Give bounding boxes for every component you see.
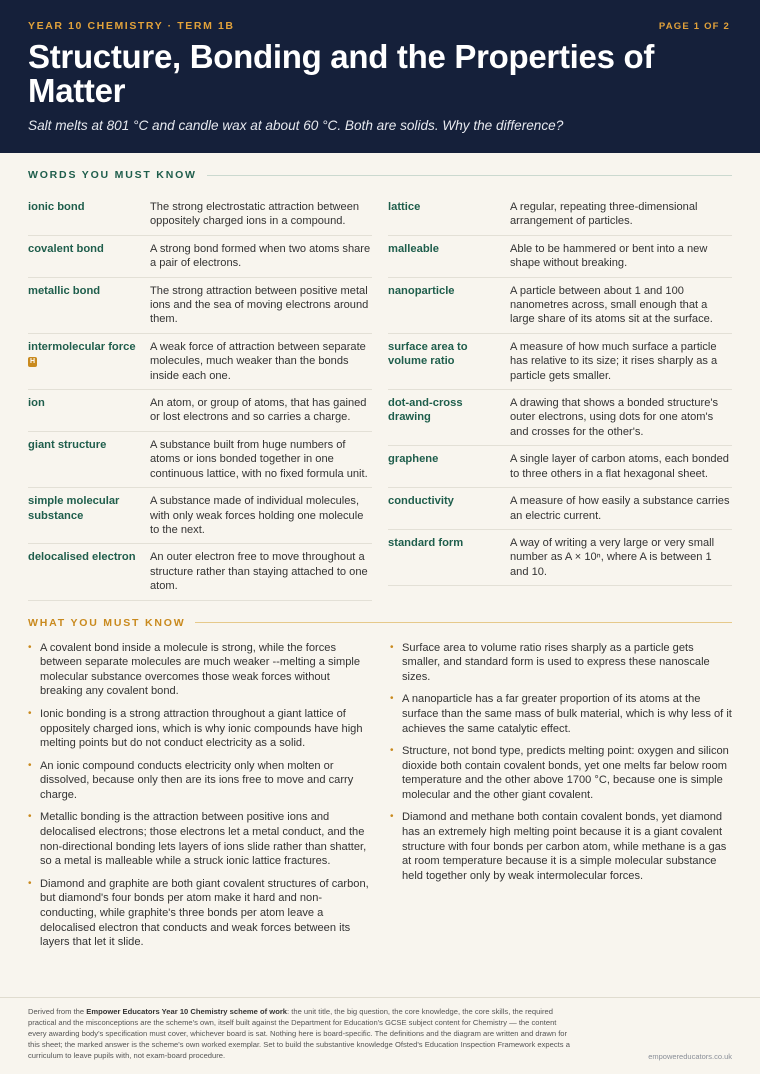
knowledge-point <box>390 744 732 802</box>
bullet-icon: • <box>390 693 394 705</box>
knowledge-text: A covalent bond inside a molecule is strong, while the forces between separate molecules are much weaker --melting a simple molecular substance overcomes those weak forces without breaking any covalent bond. <box>40 641 361 698</box>
bullet-icon: • <box>390 641 394 653</box>
glossary-term-text: standard form <box>388 536 464 549</box>
glossary-term-text: malleable <box>388 242 439 255</box>
glossary-column-left <box>28 194 372 601</box>
glossary-term <box>28 242 150 271</box>
knowledge-text: Diamond and methane both contain covalent bonds, yet diamond has an extremely high melting point because it is a giant covalent structure with four bonds per carbon atom, while methane is a gas at room temperature because it is a simple molecular substance held together only by weak intermolecular forces. <box>402 811 727 882</box>
bullet-icon: • <box>390 811 394 823</box>
glossary-row <box>388 446 732 488</box>
glossary-definition: A weak force of attraction between separate molecules, much weaker than the bonds inside each one. <box>150 340 366 382</box>
site-link[interactable]: empowereducators.co.uk <box>648 1052 732 1061</box>
footer <box>0 997 760 1074</box>
glossary-definition: A particle between about 1 and 100 nanometres across, small enough that a large share of its atoms sit at the surface. <box>510 284 713 326</box>
page-number: PAGE 1 OF 2 <box>658 21 730 32</box>
source-name: Empower Educators Year 10 Chemistry scheme of work <box>86 1007 288 1016</box>
glossary-definition: A substance made of individual molecules, with only weak forces holding one molecule to the next. <box>150 495 364 536</box>
glossary-term <box>28 438 150 481</box>
glossary-row <box>28 278 372 334</box>
knowledge-heading: WHAT YOU MUST KNOW <box>28 616 186 629</box>
bullet-icon: • <box>390 745 394 757</box>
heading-rule <box>207 175 732 176</box>
glossary-row <box>388 236 732 278</box>
knowledge-section <box>0 617 760 958</box>
knowledge-text: Structure, not bond type, predicts melting point: oxygen and silicon dioxide both contain covalent bonds, yet one melts far below room temperature and the other above 1700 °C, because one is simple molecular and the other giant covalent. <box>402 745 729 801</box>
knowledge-point <box>28 759 373 803</box>
knowledge-point <box>28 877 373 950</box>
glossary-definition: The strong electrostatic attraction between oppositely charged ions in a compound. <box>150 201 360 228</box>
glossary-definition: A strong bond formed when two atoms share a pair of electrons. <box>150 242 371 270</box>
glossary-term-text: delocalised electron <box>28 551 136 564</box>
glossary-row <box>388 530 732 586</box>
glossary-row <box>28 236 372 278</box>
glossary-row <box>28 544 372 600</box>
glossary-term-text: nanoparticle <box>388 284 455 297</box>
glossary-term-text: dot-and-cross drawing <box>388 397 463 424</box>
knowledge-column-right <box>390 641 732 958</box>
heading-rule <box>195 622 732 623</box>
glossary-definition: A way of writing a very large or very small number as A × 10ⁿ, where A is between 1 and 10. <box>510 536 715 578</box>
glossary-definition: A measure of how easily a substance carries an electric current. <box>510 495 730 522</box>
knowledge-point <box>28 641 373 699</box>
glossary-term-text: simple molecular substance <box>28 495 120 522</box>
knowledge-point <box>28 707 373 751</box>
glossary-row <box>28 390 372 432</box>
glossary-definition: An atom, or group of atoms, that has gained or lost electrons and so carries a charge. <box>150 397 367 424</box>
glossary-term-text: covalent bond <box>28 242 104 255</box>
page-header <box>0 0 760 153</box>
glossary-term <box>388 284 510 327</box>
big-question: Salt melts at 801 °C and candle wax at about 60 °C. Both are solids. Why the difference? <box>28 118 564 133</box>
knowledge-point <box>28 810 373 868</box>
glossary-term <box>28 550 150 593</box>
glossary-term <box>388 494 510 523</box>
glossary-term <box>388 340 510 383</box>
knowledge-heading-row <box>28 617 732 629</box>
glossary-term <box>388 452 510 481</box>
knowledge-text: Ionic bonding is a strong attraction throughout a giant lattice of oppositely charged ions, which is why ionic compounds have high melting points but do not conduct electricity as a solid. <box>40 707 363 750</box>
glossary-row <box>28 334 372 390</box>
glossary-term-text: surface area to volume ratio <box>388 340 468 368</box>
glossary-term-text: intermolecular force <box>28 340 136 353</box>
source-text: : the unit title, the big question, the core knowledge, the core skills, the required practical and the misconceptions are the scheme's own, itself built against the Department for Education's GCSE subject content for Chemistry — the content every awarding body's specification must cover, whichever board is sat. Nothing here is board-specific. The definitions and the diagram are written and drawn for this sheet; the marked answer is the scheme's own worked exemplar. Set to build the substantive knowledge Ofsted's Education Inspection Framework expects a curriculum to leave pupils with, not exam-board procedure. <box>28 1007 570 1060</box>
glossary-row <box>388 390 732 446</box>
glossary-definition: A measure of how much surface a particle has relative to its size; it rises sharply as a particle gets smaller. <box>510 340 718 382</box>
source-lead: Derived from the <box>28 1007 85 1016</box>
glossary-heading-row <box>28 169 732 181</box>
glossary-heading: WORDS YOU MUST KNOW <box>28 169 197 181</box>
source-note <box>28 1006 573 1061</box>
glossary-row <box>28 194 372 236</box>
knowledge-text: A nanoparticle has a far greater proportion of its atoms at the surface than the same mass of bulk material, which is why less of it achieves the same catalytic effect. <box>402 693 732 735</box>
glossary-row <box>28 488 372 544</box>
glossary-definition: A single layer of carbon atoms, each bonded to three others in a flat hexagonal sheet. <box>510 453 729 480</box>
course-kicker: YEAR 10 CHEMISTRY · TERM 1B <box>28 20 235 32</box>
glossary-grid <box>28 194 732 601</box>
bullet-icon: • <box>28 811 32 823</box>
glossary-definition: A drawing that shows a bonded structure's outer electrons, using dots for one atom's and crosses for the other's. <box>510 397 719 438</box>
knowledge-column-left <box>28 641 373 958</box>
bullet-icon: • <box>28 707 32 719</box>
knowledge-point <box>390 641 732 685</box>
glossary-term-text: ionic bond <box>28 201 85 213</box>
glossary-term <box>388 396 510 439</box>
bullet-icon: • <box>28 759 32 771</box>
glossary-term <box>388 242 510 271</box>
glossary-term-text: giant structure <box>28 438 107 451</box>
bullet-icon: • <box>28 877 32 889</box>
glossary-row <box>388 488 732 530</box>
knowledge-point <box>390 810 732 883</box>
glossary-term <box>28 284 150 327</box>
glossary-term-text: ion <box>28 397 45 410</box>
glossary-definition: A regular, repeating three-dimensional arrangement of particles. <box>510 201 698 228</box>
glossary-term <box>28 200 150 229</box>
glossary-term <box>388 200 510 229</box>
page-title: Structure, Bonding and the Properties of Matter <box>28 38 655 109</box>
glossary-term <box>28 340 150 383</box>
glossary-definition: A substance built from huge numbers of atoms or ions bonded together in one continuous lattice, with no fixed formula unit. <box>150 438 368 480</box>
knowledge-text: Diamond and graphite are both giant covalent structures of carbon, but diamond's four bonds per atom make it hard and non-conducting, while graphite's three bonds per atom leave a delocalised electron that conducts and weak forces between its layers that let it slide. <box>40 877 369 949</box>
glossary-row <box>28 432 372 488</box>
glossary-row <box>388 278 732 334</box>
glossary-term-text: lattice <box>388 201 421 213</box>
glossary-term-text: conductivity <box>388 495 454 508</box>
glossary-column-right <box>388 194 732 601</box>
glossary-definition: The strong attraction between positive metal ions and the sea of moving electrons around them. <box>150 284 369 326</box>
glossary-row <box>388 334 732 390</box>
glossary-section <box>0 169 760 601</box>
knowledge-text: An ionic compound conducts electricity only when molten or dissolved, because only then are its ions free to move and carry charge. <box>40 759 354 801</box>
knowledge-text: Surface area to volume ratio rises sharply as a particle gets smaller, and standard form is used to express these nanoscale sizes. <box>402 641 710 683</box>
glossary-term <box>28 396 150 425</box>
higher-tier-badge: H <box>30 358 36 366</box>
knowledge-text: Metallic bonding is the attraction between positive ions and delocalised electrons; those electrons let a metal conduct, and the non-directional bonding lets layers of ions slide rather than shatter, so a metal is malleable while a struck ionic lattice fractures. <box>40 811 367 868</box>
glossary-definition: An outer electron free to move throughout a structure rather than staying attached to one atom. <box>150 551 368 593</box>
glossary-term <box>28 494 150 537</box>
knowledge-point <box>390 692 732 736</box>
glossary-term-text: metallic bond <box>28 284 101 297</box>
bullet-icon: • <box>28 641 32 653</box>
glossary-row <box>388 194 732 236</box>
glossary-term <box>388 536 510 579</box>
glossary-term-text: graphene <box>388 453 439 466</box>
knowledge-grid <box>28 641 732 958</box>
glossary-definition: Able to be hammered or bent into a new shape without breaking. <box>510 242 708 270</box>
